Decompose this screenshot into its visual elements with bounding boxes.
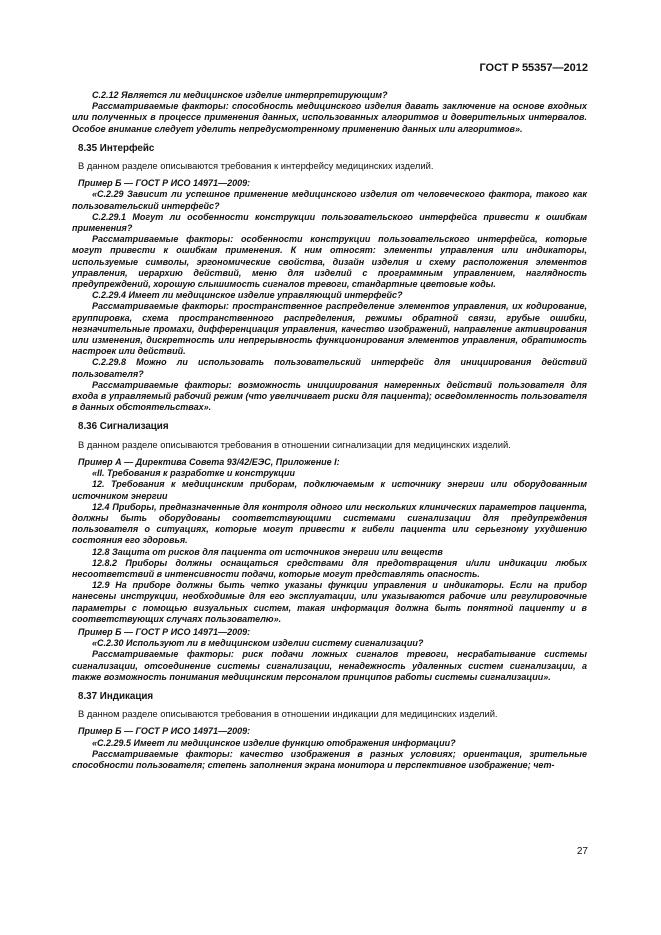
paragraph: С.2.12 Является ли медицинское изделие интерпретирующим? — [92, 90, 388, 100]
paragraph: Рассматриваемые факторы: особенности конструкции пользовательского интерфейса, которые могут привести к ошибкам применения. К ним относят: элементы управления или индикаторы, используемые символы, эргономические свойства, дизайн изделия и схему расположения элементов управления, иерархию действий, меню для изделий с программным управлением, наглядность предупреждений, хорошую слышимость сигналов тревоги, стандартные цветовые коды. — [72, 234, 587, 290]
paragraph: Пример А — Директива Совета 93/42/ЕЭС, Приложение I: — [78, 456, 340, 467]
paragraph: Рассматриваемые факторы: способность медицинского изделия давать заключение на основе входных или полученных в процессе применения данных, использованных алгоритмов и доверительных интервалов. Особое внимание следует уделить непредусмотренному применению данных или алгоритмов». — [72, 101, 587, 134]
paragraph: В данном разделе описываются требования в отношении индикации для медицинских изделий. — [78, 708, 498, 720]
paragraph: Пример Б — ГОСТ Р ИСО 14971—2009: — [78, 726, 251, 737]
paragraph: 12. Требования к медицинским приборам, подключаемым к источнику энергии или оборудованным источником энергии — [72, 479, 587, 501]
document-header: ГОСТ Р 55357—2012 — [479, 62, 588, 74]
paragraph: Рассматриваемые факторы: пространственное распределение элементов управления, их кодирование, группировка, схема пространственного распределения, режимы обратной связи, грубые ошибки, незначительные промахи, дифференциация управления, качество изображений, направление активирования или изменения, дискретность или непрерывность функционирования элементов управления, обратимость настроек или действий. — [72, 301, 587, 357]
paragraph: «II. Требования к разработке и конструкции — [92, 468, 295, 479]
paragraph: С.2.29.8 Можно ли использовать пользовательский интерфейс для инициирования действий пользователя? — [72, 357, 587, 379]
paragraph: В данном разделе описываются требования в отношении сигнализации для медицинских изделий. — [78, 438, 511, 450]
section-heading: 8.36 Сигнализация — [78, 421, 169, 433]
paragraph: Пример Б — ГОСТ Р ИСО 14971—2009: — [78, 626, 251, 637]
paragraph: Рассматриваемые факторы: качество изображения в разных условиях; ориентация, зрительные способности пользователя; степень заполнения экрана монитора и перспективное изображение; чет- — [72, 748, 587, 770]
paragraph: С.2.29.4 Имеет ли медицинское изделие управляющий интерфейс? — [92, 290, 403, 301]
paragraph: «С.2.29.5 Имеет ли медицинское изделие функцию отображения информации? — [92, 737, 456, 748]
section-heading: 8.35 Интерфейс — [78, 142, 155, 154]
paragraph: 12.9 На приборе должны быть четко указаны функции управления и индикаторы. Если на прибор нанесены инструкции, необходимые для его эксплуатации, или указываются рабочие или регулировочные параметры с помощью визуальных систем, такая информация должна быть понятной пациенту и в соответствующих случаях пользователю». — [72, 580, 587, 624]
paragraph: Рассматриваемые факторы: возможность инициирования намеренных действий пользователя для входа в управляемый рабочий режим (что увеличивает риски для пациента); осведомленность пользователя в данных обстоятельствах». — [72, 379, 587, 413]
section-heading: 8.37 Индикация — [78, 690, 154, 702]
paragraph: 12.8.2 Приборы должны оснащаться средствами для предотвращения и/или индикации любых несоответствий в интенсивности подачи, которые могут представлять опасность. — [72, 557, 587, 579]
paragraph: 12.8 Защита от рисков для пациента от источников энергии или веществ — [92, 546, 443, 557]
paragraph: 12.4 Приборы, предназначенные для контроля одного или нескольких клинических параметров пациента, должны быть оборудованы соответствующими системами сигнализации для предупреждения пользователя о ситуациях, которые могут привести к гибели пациента или серьезному ухудшению состояния его здоровья. — [72, 501, 587, 546]
paragraph: Пример Б — ГОСТ Р ИСО 14971—2009: — [78, 178, 251, 189]
paragraph: В данном разделе описываются требования к интерфейсу медицинских изделий. — [78, 160, 434, 172]
paragraph: «С.2.30 Используют ли в медицинском изделии систему сигнализации? — [92, 638, 424, 649]
paragraph: Рассматриваемые факторы: риск подачи ложных сигналов тревоги, несрабатывание системы сигнализации, отсоединение системы сигнализации, ненадежность удаленных систем сигнализации, а также возможность понимания медицинским персоналом принципов работы системы сигнализации». — [72, 649, 587, 682]
paragraph: «С.2.29 Зависит ли успешное применение медицинского изделия от человеческого фактора, такого как пользовательский интерфейс? — [72, 189, 587, 211]
page-number: 27 — [576, 846, 588, 857]
paragraph: С.2.29.1 Могут ли особенности конструкции пользовательского интерфейса привести к ошибкам применения? — [72, 211, 587, 234]
document-body — [72, 90, 587, 771]
